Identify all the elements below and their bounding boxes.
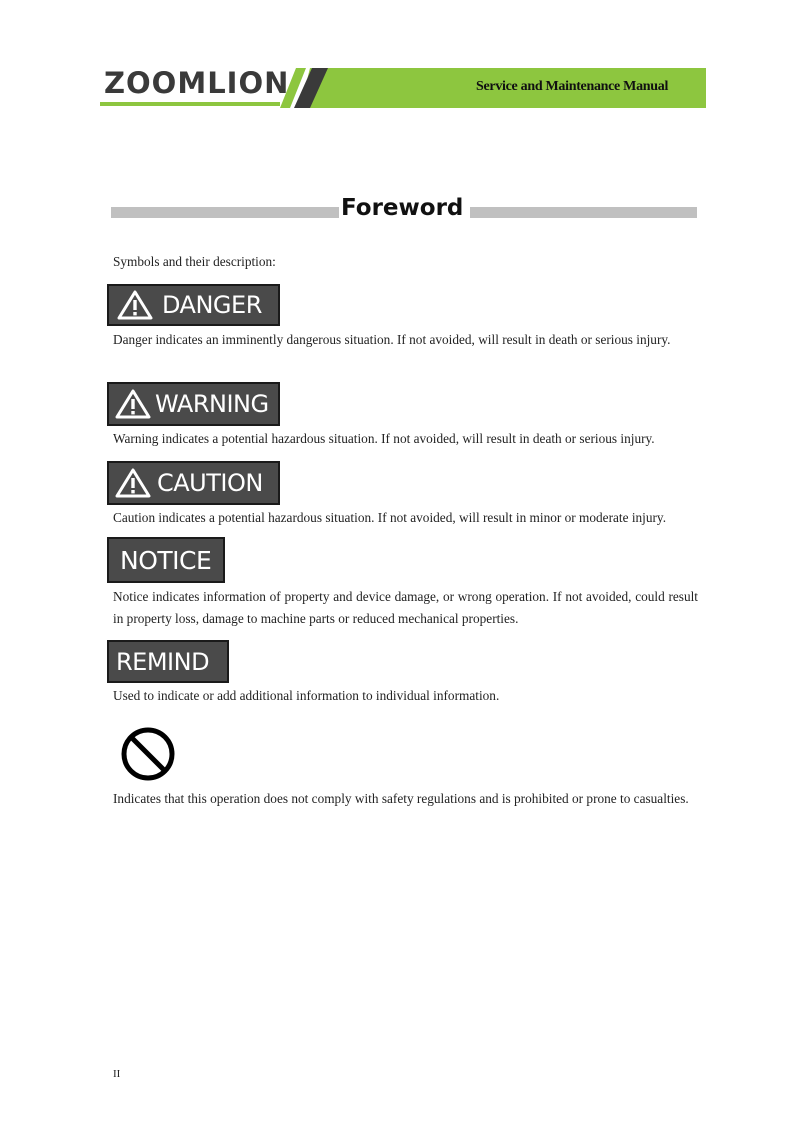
danger-description: Danger indicates an imminently dangerous situation. If not avoided, will result in death or serious injury.	[113, 332, 671, 347]
caution-label-text: CAUTION	[157, 469, 263, 497]
warning-description: Warning indicates a potential hazardous situation. If not avoided, will result in death or serious injury.	[113, 431, 655, 446]
prohibited-description: Indicates that this operation does not comply with safety regulations and is prohibited or prone to casualties.	[113, 791, 689, 806]
remind-label	[107, 640, 229, 683]
notice-description: Notice indicates information of property and device damage, or wrong operation. If not avoided, could result in property loss, damage to machine parts or reduced mechanical properties.	[113, 589, 698, 626]
zoomlion-logo: ZOOMLION	[104, 66, 290, 100]
header-title: Service and Maintenance Manual	[476, 79, 669, 94]
page-heading: Foreword	[341, 195, 464, 221]
warning-triangle-icon	[115, 468, 151, 498]
remind-label-text: REMIND	[116, 647, 210, 676]
warning-triangle-icon	[115, 389, 151, 419]
notice-label-text: NOTICE	[120, 545, 212, 575]
prohibited-icon	[120, 726, 176, 782]
notice-label	[107, 537, 225, 583]
remind-description: Used to indicate or add additional information to individual information.	[113, 688, 500, 703]
heading-rule-left	[111, 207, 339, 218]
heading-rule-right	[470, 207, 697, 218]
warning-label-text: WARNING	[155, 390, 269, 418]
danger-label-text: DANGER	[162, 291, 262, 319]
page-number: II	[113, 1068, 121, 1080]
caution-description: Caution indicates a potential hazardous situation. If not avoided, will result in minor or moderate injury.	[113, 510, 667, 525]
caution-label	[107, 461, 280, 505]
warning-triangle-icon	[117, 290, 153, 320]
intro-text: Symbols and their description:	[113, 254, 276, 269]
danger-label	[107, 284, 280, 326]
warning-label	[107, 382, 280, 426]
